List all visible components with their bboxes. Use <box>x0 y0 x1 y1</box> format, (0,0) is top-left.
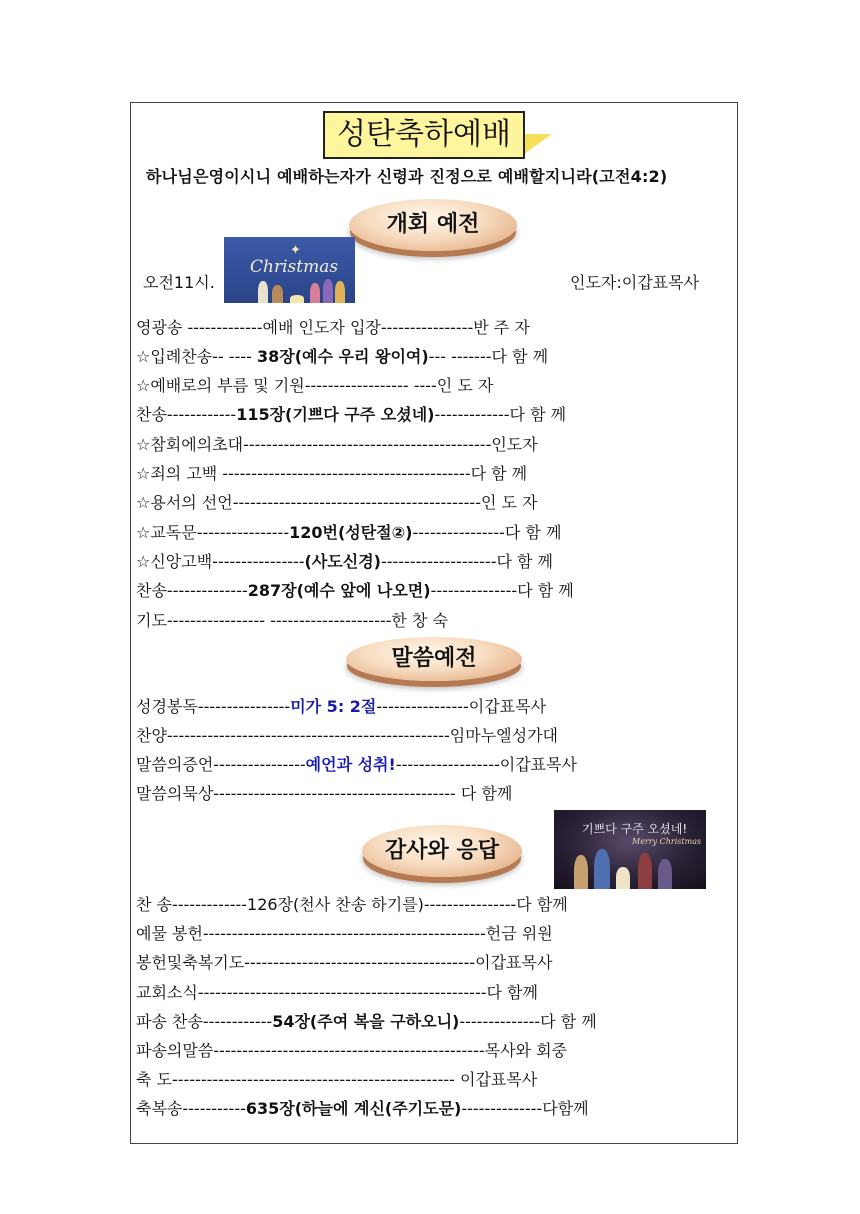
order-row: ☆입례찬송-- ---- 38장(예수 우리 왕이여)--- -------다 함 께 <box>136 347 549 366</box>
order-row: 찬 송-------------126장(천사 찬송 하기를)----------------다 함께 <box>136 895 568 914</box>
order-row: ☆죄의 고백 -------------------------------------------다 함 께 <box>136 464 528 483</box>
figure-icon <box>323 279 333 303</box>
order-row: 성경봉독----------------미가 5: 2절----------------이갑표목사 <box>136 697 547 716</box>
section-word-badge: 말씀예전 <box>346 637 522 681</box>
card-subcaption: Merry Christmas <box>632 837 702 846</box>
page-title: 성탄축하예배 <box>323 111 525 159</box>
order-row: 봉헌및축복기도----------------------------------------이갑표목사 <box>136 953 553 972</box>
manger-icon <box>290 295 304 303</box>
figure-icon <box>258 281 268 303</box>
order-row: 기도----------------- ---------------------한 창 숙 <box>136 611 448 630</box>
service-leader: 인도자:이갑표목사 <box>570 273 700 292</box>
order-row: 예물 봉헌-------------------------------------------------헌금 위원 <box>136 924 553 943</box>
order-row: 찬송------------115장(기쁘다 구주 오셨네)-------------다 함 께 <box>136 405 567 424</box>
figure-icon <box>616 867 630 889</box>
order-row: 교회소식--------------------------------------------------다 함께 <box>136 983 538 1002</box>
order-row: 파송의말씀-----------------------------------------------목사와 회중 <box>136 1041 567 1060</box>
order-row: 파송 찬송------------54장(주여 복을 구하오니)--------------다 함 께 <box>136 1012 597 1031</box>
christmas-nativity-image <box>224 237 355 303</box>
order-row: ☆교독문----------------120번(성탄절②)----------------다 함 께 <box>136 523 562 542</box>
figure-icon <box>594 849 610 889</box>
card-caption: 기쁘다 구주 오셨네! <box>582 822 688 836</box>
figure-icon <box>574 855 588 889</box>
order-row: 찬양-------------------------------------------------임마누엘성가대 <box>136 726 559 745</box>
order-row: 축복송-----------635장(하늘에 계신(주기도문)--------------다함께 <box>136 1099 589 1118</box>
order-row: 말씀의증언----------------예언과 성취!------------------이갑표목사 <box>136 755 578 774</box>
figure-icon <box>658 859 672 889</box>
section-response-badge: 감사와 응답 <box>362 825 522 877</box>
service-time: 오전11시. <box>143 273 215 292</box>
christmas-caption: Christmas <box>250 257 339 277</box>
order-row: 찬송--------------287장(예수 앞에 나오면)---------------다 함 께 <box>136 581 574 600</box>
figure-icon <box>335 281 345 303</box>
order-row: 말씀의묵상------------------------------------------ 다 함께 <box>136 784 513 803</box>
order-row: 축 도------------------------------------------------- 이갑표목사 <box>136 1070 538 1089</box>
order-row: ☆신앙고백----------------(사도신경)--------------------다 함 께 <box>136 552 554 571</box>
figure-icon <box>310 283 320 303</box>
figure-icon <box>272 285 283 303</box>
christmas-card-image <box>554 810 706 889</box>
scripture-subtitle: 하나님은영이시니 예배하는자가 신령과 진정으로 예배할지니라(고전4:2) <box>146 167 668 186</box>
order-row: ☆참회에의초대-------------------------------------------인도자 <box>136 435 538 454</box>
order-row: ☆용서의 선언-------------------------------------------인 도 자 <box>136 493 538 512</box>
order-row: 영광송 -------------예배 인도자 입장----------------반 주 자 <box>136 318 530 337</box>
figure-icon <box>638 853 652 889</box>
star-icon: ✦ <box>290 243 301 258</box>
order-row: ☆예배로의 부름 및 기원------------------ ----인 도 자 <box>136 376 494 395</box>
section-opening-badge: 개회 예전 <box>349 199 517 251</box>
